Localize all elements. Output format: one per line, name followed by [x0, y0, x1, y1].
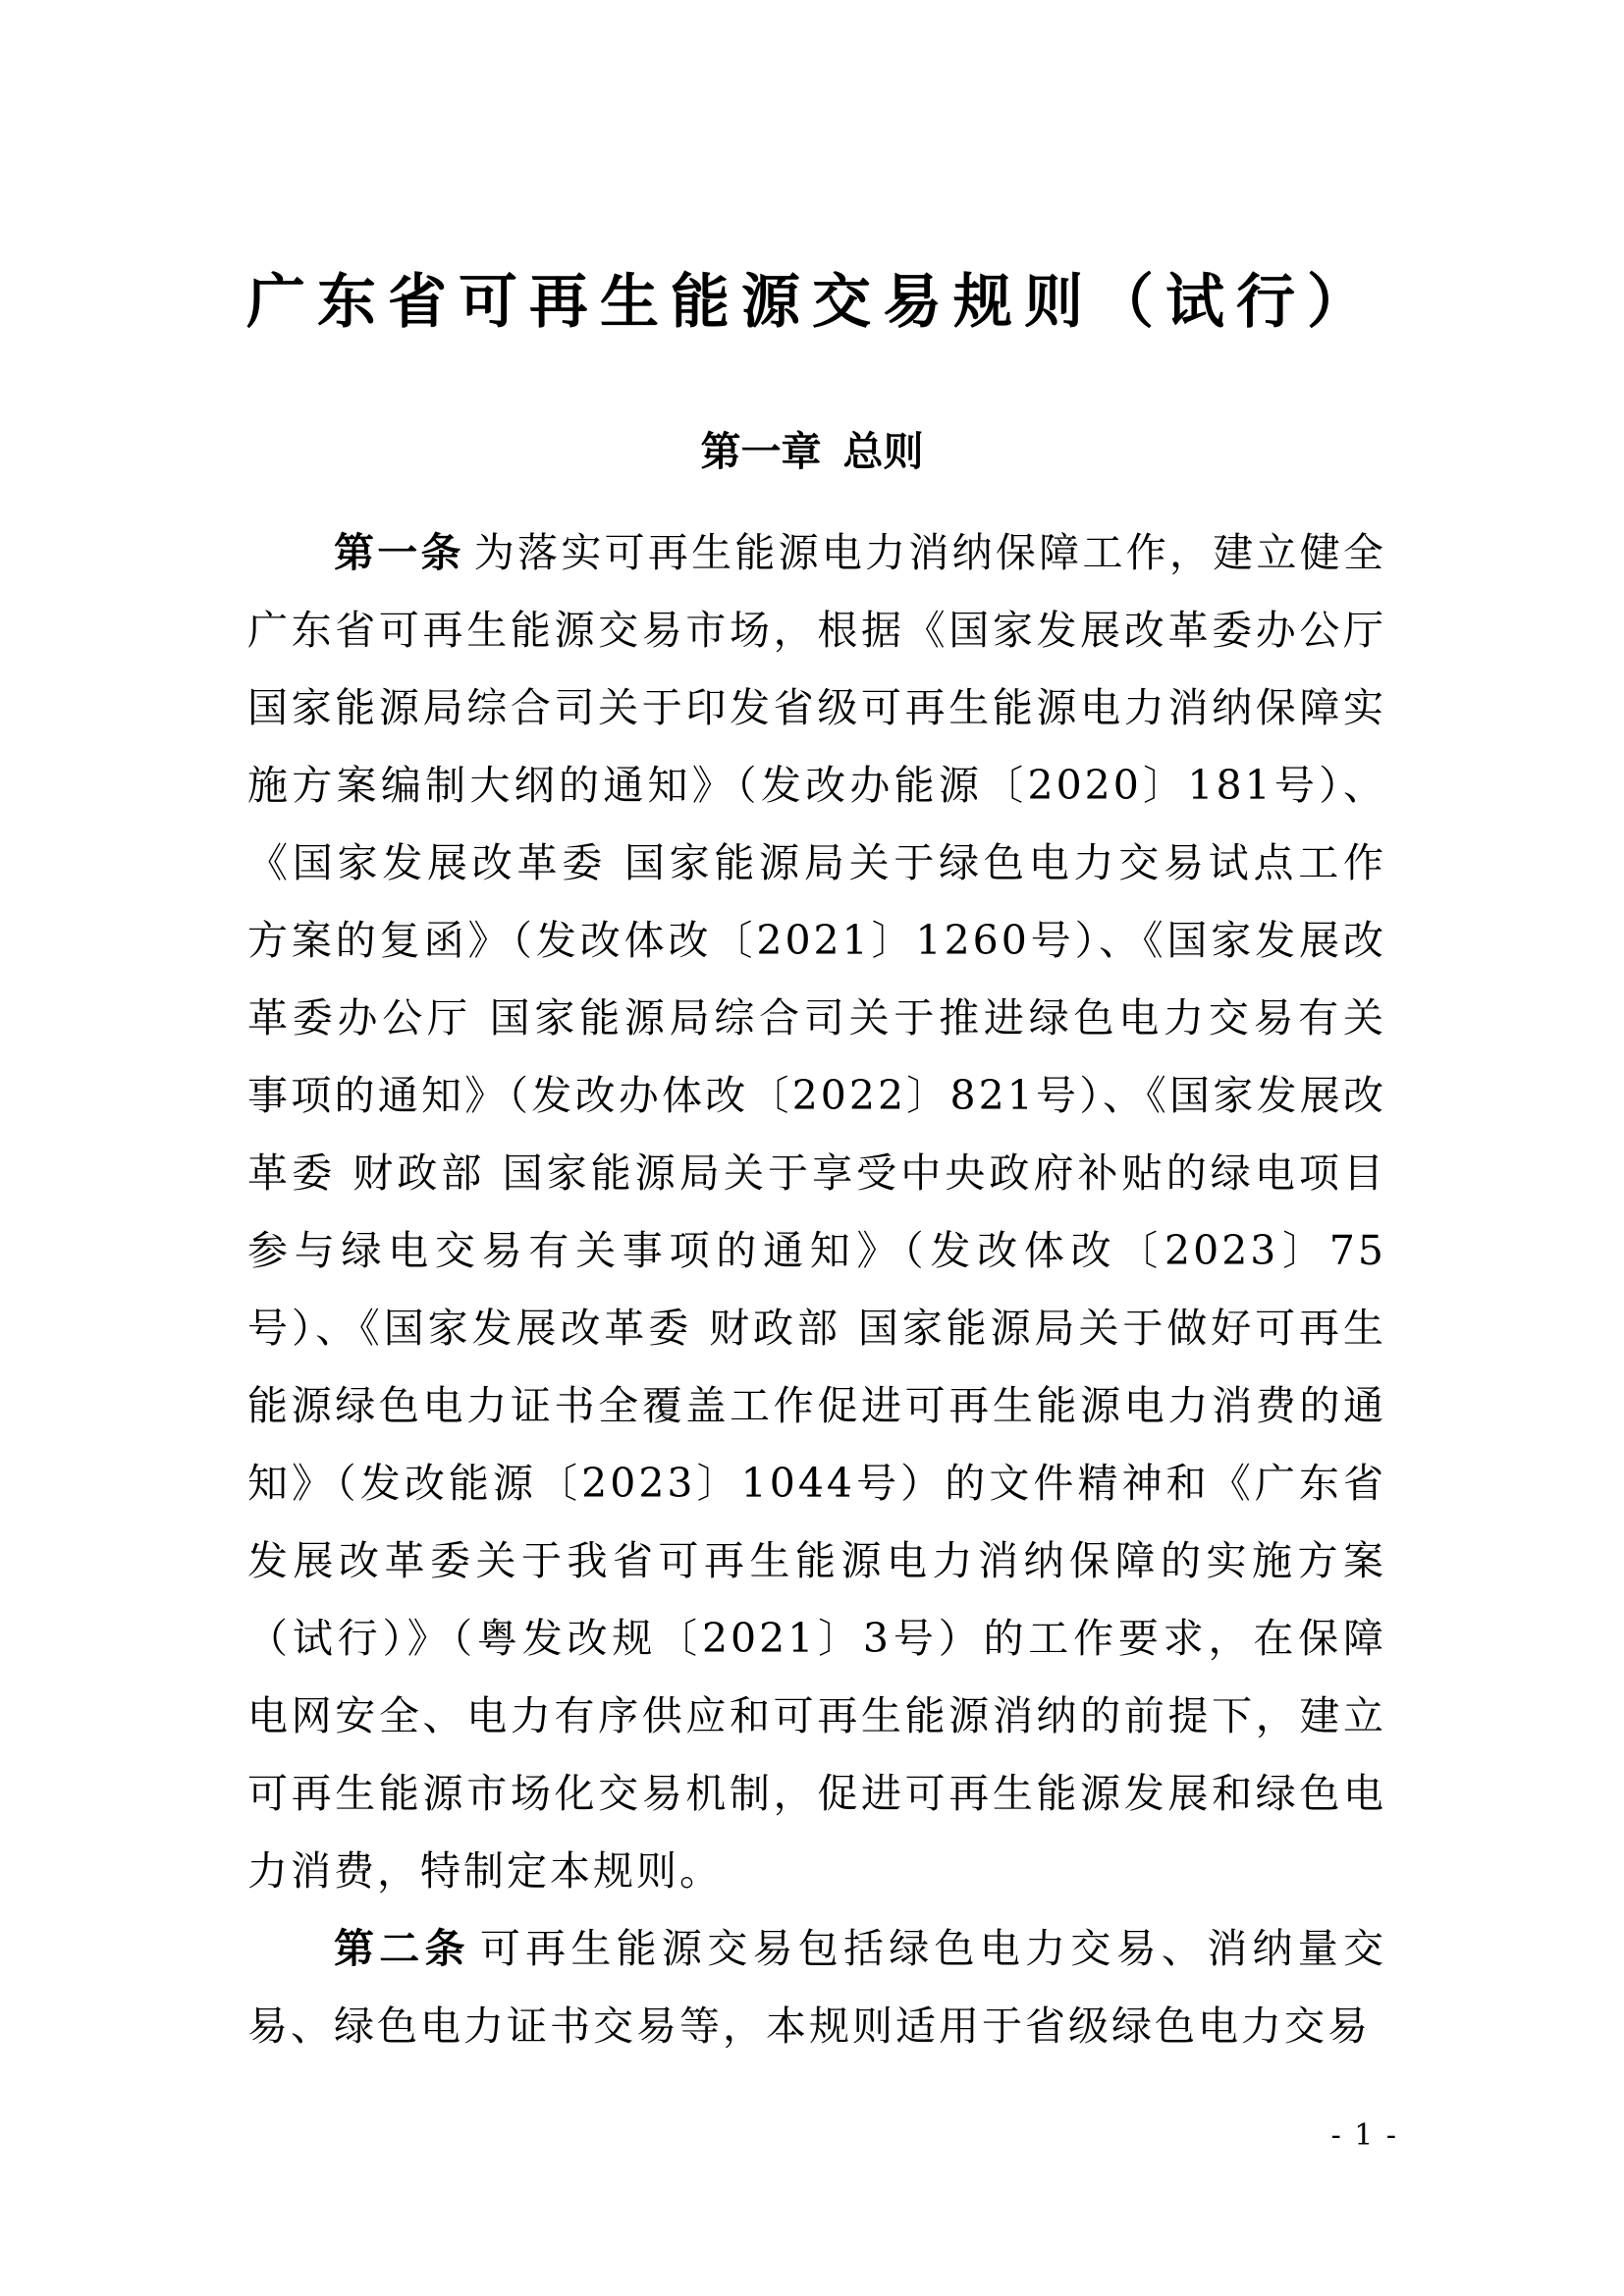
article-2-paragraph	[247, 1910, 1386, 2065]
chapter-name: 总则	[842, 428, 924, 475]
document-title: 广东省可再生能源交易规则（试行）	[246, 268, 1378, 337]
page-number: - 1 -	[1330, 2118, 1398, 2153]
chapter-label: 第一章	[700, 428, 822, 475]
chapter-heading	[157, 422, 1467, 481]
article-2-text: 可再生能源交易包括绿色电力交易、消纳量交易、绿色电力证书交易等，本规则适用于省级绿色电力交易	[247, 1925, 1387, 2050]
article-1-text: 为落实可再生能源电力消纳保障工作，建立健全广东省可再生能源交易市场，根据《国家发展改革委办公厅 国家能源局综合司关于印发省级可再生能源电力消纳保障实施方案编制大纲的通知》（发改办能源〔2020〕181号）、《国家发展改革委 国家能源局关于绿色电力交易试点工作方案的复函》（发改体改〔2021〕1260号）、《国家发展改革委办公厅 国家能源局综合司关于推进绿色电力交易有关事项的通知》（发改办体改〔2022〕821号）、《国家发展改革委 财政部 国家能源局关于享受中央政府补贴的绿电项目参与绿电交易有关事项的通知》（发改体改〔2023〕75号）、《国家发展改革委 财政部 国家能源局关于做好可再生能源绿色电力证书全覆盖工作促进可再生能源电力消费的通知》（发改能源〔2023〕1044号）的文件精神和《广东省发展改革委关于我省可再生能源电力消纳保障的实施方案（试行）》（粤发改规〔2021〕3号）的工作要求，在保障电网安全、电力有序供应和可再生能源消纳的前提下，建立可再生能源市场化交易机制，促进可再生能源发展和绿色电力消费，特制定本规则。	[247, 529, 1387, 1895]
article-2-label: 第二条	[334, 1925, 470, 1972]
article-1-paragraph	[247, 514, 1386, 1910]
article-1-label: 第一条	[334, 529, 464, 576]
article-1-block	[247, 514, 1386, 1910]
article-2-block	[247, 1910, 1386, 2065]
